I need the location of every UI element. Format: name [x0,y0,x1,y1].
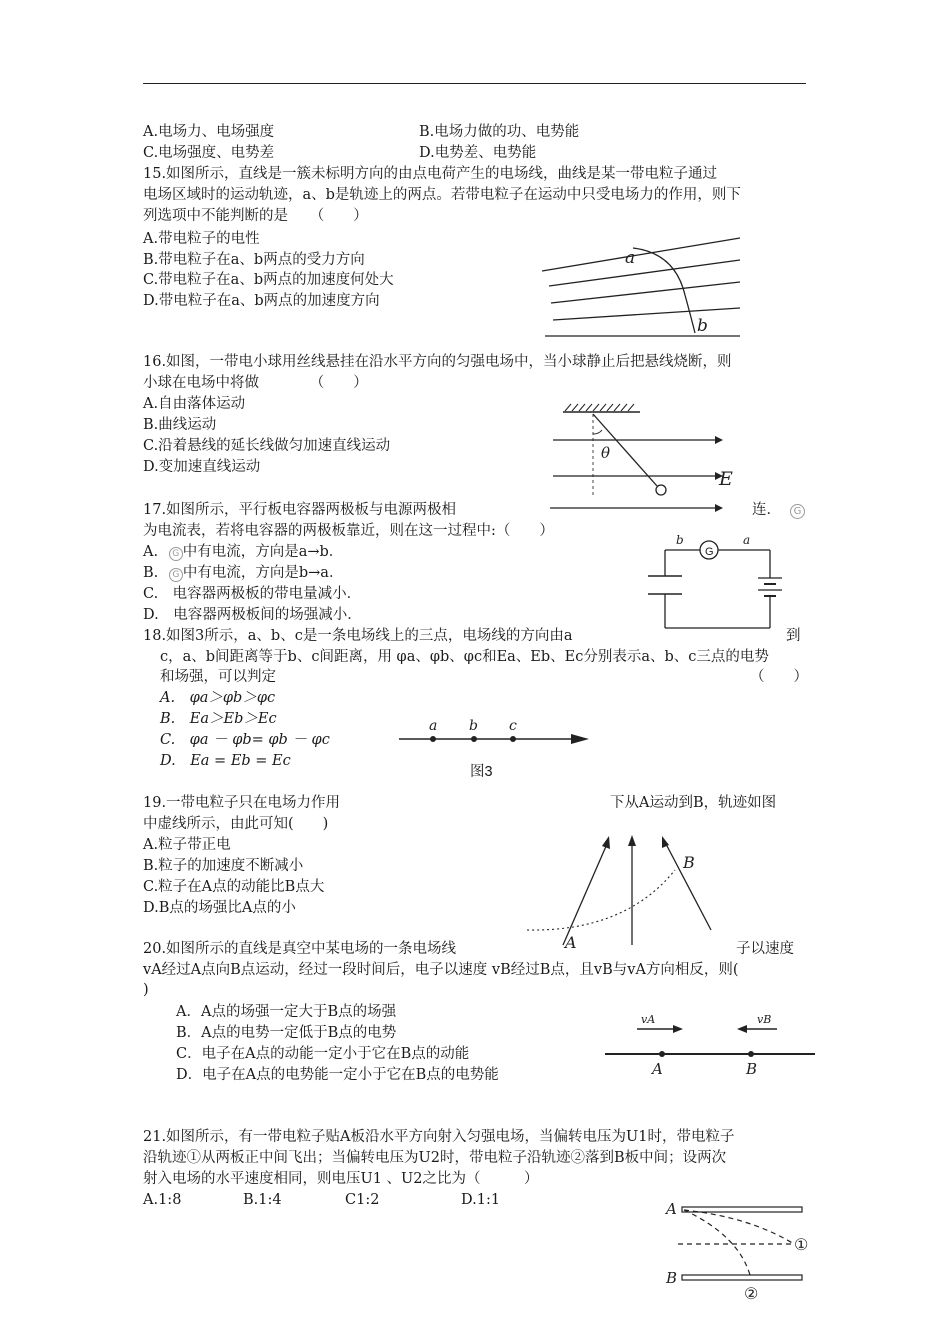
q21-figure [660,1195,820,1305]
q17-stem-line2: 为电流表，若将电容器的两极板靠近，则在这一过程中:（ ） [143,523,554,539]
q21-option-b: B.1:4 [243,1192,282,1208]
q19-stem-line1-end: 下从A运动到B，轨迹如图 [610,795,777,811]
q14-option-b: B.电场力做的功、电势能 [419,124,580,140]
q18-label-a: a [429,718,438,734]
q17-stem-line1-end: 连． [752,502,781,518]
q15-label-a: a [625,248,636,268]
q18-option-c: C. φa － φb= φb － φc [160,732,330,748]
q17-option-b: B. G 中有电流，方向是b→a． [143,565,344,581]
q18-option-d: D. Ea = Eb = Ec [160,753,291,769]
q20-option-a: A．A点的场强一定大于B点的场强 [176,1004,397,1020]
q19-stem-line2: 中虚线所示，由此可知( ) [143,816,329,832]
q20-label-b: B [746,1060,758,1078]
q15-stem-line1: 15.如图所示，直线是一簇未标明方向的由点电荷产生的电场线，曲线是某一带电粒子通过 [143,166,718,182]
q18-stem-line2: c，a、b间距离等于b、c间距离，用 φa、φb、φc和Ea、Eb、Ec分别表示a、b、c三点的电势 [160,649,769,665]
q16-option-c: C.沿着悬线的延长线做匀加速直线运动 [143,438,391,454]
q19-label-b: B [683,853,695,872]
q17-label-g: G [705,546,714,558]
q20-figure [605,1008,820,1078]
q17-label-a: a [743,533,751,547]
q20-stem-line1-end: 子以速度 [736,941,794,957]
q21-option-d: D.1:1 [461,1192,501,1208]
q18-label-c: c [509,718,517,734]
q16-label-theta: θ [601,444,611,462]
q18-option-a: A. φa＞φb＞φc [160,690,276,706]
q16-label-e: E [719,468,733,490]
q16-stem-line1: 16.如图，一带电小球用丝线悬挂在沿水平方向的匀强电场中，当小球静止后把悬线烧断，则 [143,354,732,370]
q21-label-path2: ② [744,1284,759,1303]
q21-stem-line3: 射入电场的水平速度相同，则电压U1 、U2之比为（ ） [143,1171,539,1187]
q15-option-c: C.带电粒子在a、b两点的加速度何处大 [143,272,394,288]
q15-option-a: A.带电粒子的电性 [143,231,260,247]
q20-option-b: B．A点的电势一定低于B点的电势 [176,1025,397,1041]
galvanometer-icon: G [169,568,183,582]
q16-option-d: D.变加速直线运动 [143,459,261,475]
q15-option-b: B.带电粒子在a、b两点的受力方向 [143,252,365,268]
q19-label-a: A [565,933,577,950]
q15-label-b: b [697,316,708,336]
q21-label-a: A [666,1200,677,1218]
q16-stem-line2: 小球在电场中将做 （ ） [143,375,368,391]
q20-option-d: D．电子在A点的电势能一定小于它在B点的电势能 [176,1067,499,1083]
q21-stem-line1: 21.如图所示，有一带电粒子贴A板沿水平方向射入匀强电场，当偏转电压为U1时，带电粒子 [143,1129,735,1145]
q15-stem-line3: 列选项中不能判断的是 （ ） [143,208,368,224]
q16-option-b: B.曲线运动 [143,417,217,433]
q15-figure [535,235,745,345]
q18-figure-caption: 图3 [470,764,493,780]
q16-option-a: A.自由落体运动 [143,396,246,412]
q16-figure [545,400,745,515]
q20-option-c: C．电子在A点的动能一定小于它在B点的动能 [176,1046,470,1062]
q20-label-a: A [652,1060,663,1078]
q20-stem-line1: 20.如图所示的直线是真空中某电场的一条电场线 [143,941,457,957]
q20-stem-line3: ) [143,982,149,998]
q17-figure [640,528,785,633]
q19-figure [525,830,725,950]
q15-option-d: D.带电粒子在a、b两点的加速度方向 [143,293,380,309]
q15-stem-line2: 电场区域时的运动轨迹，a、b是轨迹上的两点。若带电粒子在运动中只受电场力的作用，则下 [143,187,741,203]
q21-option-a: A.1:8 [143,1192,182,1208]
q21-option-c: C1:2 [345,1192,380,1208]
q17-label-b: b [676,533,684,547]
q17-stem-line1: 17.如图所示，平行板电容器两极板与电源两极相 [143,502,457,518]
galvanometer-icon: G [790,500,805,520]
q18-figure [395,715,595,755]
q20-label-va: vA [641,1013,656,1026]
q19-option-a: A.粒子带正电 [143,837,231,853]
q21-label-path1: ① [794,1235,809,1254]
q18-option-b: B. Ea＞Eb＞Ec [160,711,277,727]
q20-stem-line2: vA经过A点向B点运动，经过一段时间后，电子以速度 vB经过B点，且vB与vA方向相反，则( [143,962,739,978]
q18-stem-line1-end: 到 [786,628,801,644]
q19-option-c: C.粒子在A点的动能比B点大 [143,879,325,895]
galvanometer-icon: G [169,547,183,561]
q17-option-d: D. 电容器两极板间的场强减小． [143,607,362,623]
q19-option-b: B.粒子的加速度不断减小 [143,858,304,874]
q18-stem-line1: 18.如图3所示，a、b、c是一条电场线上的三点，电场线的方向由a [143,628,573,644]
q20-label-vb: vB [757,1013,772,1026]
q14-option-c: C.电场强度、电势差 [143,145,275,161]
q18-answer-blank: （ ） [750,669,808,685]
q21-stem-line2: 沿轨迹①从两板正中间飞出；当偏转电压为U2时，带电粒子沿轨迹②落到B板中间；设两次 [143,1150,727,1166]
q17-option-c: C. 电容器两极板的带电量减小． [143,586,362,602]
q14-option-d: D.电势差、电势能 [419,145,537,161]
q14-option-a: A.电场力、电场强度 [143,124,275,140]
q19-option-d: D.B点的场强比A点的小 [143,900,296,916]
q17-option-a: A. G 中有电流，方向是a→b． [143,544,344,560]
q21-label-b: B [666,1269,678,1287]
q18-label-b: b [469,718,478,734]
header-rule [143,83,806,84]
q19-stem-line1: 19.一带电粒子只在电场力作用 [143,795,341,811]
q18-stem-line3: 和场强，可以判定 [160,669,276,685]
